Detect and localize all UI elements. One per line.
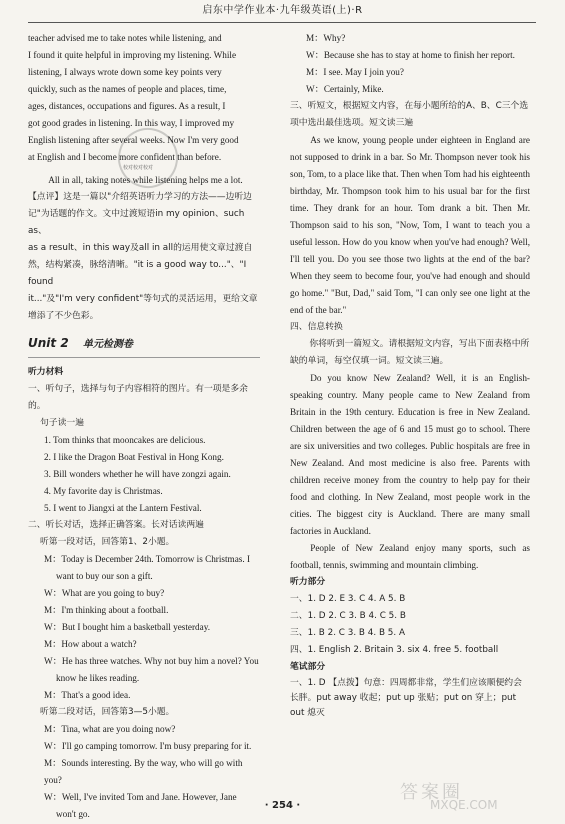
answer-line: 二、1. D 2. C 3. B 4. C 5. B bbox=[290, 611, 406, 621]
passage-4: Do you know New Zealand? Well, it is an English-speaking country. Many people came to New Zealand from Britain in the 19th century. Education is free in New Zealand. Children between the age of 6 and 15 must go to school. There are six universities and two colleges. Public hospitals are free in New Zealand. And most medicine is also free. Parents with children receive money from the country to help pay for their food and clothing. In New Zealand, most people work in the cities. The biggest city is Auckland. There are many small factories in Auckland. bbox=[290, 373, 530, 536]
passage-4b: People of New Zealand enjoy many sports, such as football, tennis, swimming and mountain climbing. bbox=[290, 543, 530, 570]
stamp-text: 校对校对校对 bbox=[123, 166, 154, 171]
section-note: 你将听到一篇短文。请根据短文内容，写出下面表格中所缺的单词，每空仅填一词。短文读三遍。 bbox=[290, 339, 530, 366]
header-rule bbox=[28, 22, 536, 23]
essay-paragraph bbox=[28, 30, 260, 166]
answer-line: 四、1. English 2. Britain 3. six 4. free 5. football bbox=[290, 645, 499, 655]
dialog-line: W：Well, I've invited Tom and Jane. However, Jane bbox=[44, 792, 237, 802]
section-note: 听第一段对话，回答第1、2小题。 bbox=[40, 537, 175, 547]
dialog-line: W：I'll go camping tomorrow. I'm busy preparing for it. bbox=[44, 741, 252, 751]
text-line: English listening after several weeks. Now I'm very good bbox=[28, 135, 239, 145]
comment-block bbox=[28, 189, 260, 325]
section-title: 一、听句子，选择与句子内容相符的图片。有一项是多余的。 bbox=[28, 384, 248, 411]
dialog-line: M：Tina, what are you doing now? bbox=[44, 724, 176, 734]
text-line: got good grades in listening. In this way, I improved my bbox=[28, 118, 235, 128]
list-item: 1. Tom thinks that mooncakes are delicious. bbox=[44, 435, 206, 445]
unit-rule bbox=[28, 357, 260, 358]
watermark-logo: 答案圈 bbox=[400, 782, 463, 803]
unit-subtitle: 单元检测卷 bbox=[82, 339, 133, 350]
text-line: listening, I always wrote down some key points very bbox=[28, 67, 222, 77]
right-column bbox=[290, 30, 530, 721]
list-item: 2. I like the Dragon Boat Festival in Hong Kong. bbox=[44, 452, 224, 462]
written-answer: 一、1. D 【点拨】句意：四周都非常，学生们应该顺便约会长胖。put away 收起；put up 张贴；put on 穿上；put out 熄灭 bbox=[290, 678, 522, 718]
list-item: 5. I went to Jiangxi at the Lantern Festival. bbox=[44, 503, 202, 513]
left-column bbox=[28, 30, 260, 823]
comment-line: 记"为话题的作文。文中过渡短语in my opinion、such as、 bbox=[28, 209, 245, 236]
answer-line: 一、1. D 2. E 3. C 4. A 5. B bbox=[290, 594, 406, 604]
text-line: teacher advised me to take notes while listening, and bbox=[28, 33, 222, 43]
listening-part-label: 听力部分 bbox=[290, 577, 326, 587]
dialog-line: W：He has three watches. Why not buy him a novel? You bbox=[44, 656, 259, 666]
dialog-line: M：Why? bbox=[306, 33, 346, 43]
list-item: 4. My favorite day is Christmas. bbox=[44, 486, 163, 496]
essay-conclusion: All in all, taking notes while listening helps me a lot. bbox=[48, 175, 243, 185]
section-note: 句子读一遍 bbox=[40, 418, 84, 428]
section-note: 听第二段对话，回答第3—5小题。 bbox=[40, 707, 175, 717]
dialog-line: M：How about a watch? bbox=[44, 639, 137, 649]
dialog-line: won't go. bbox=[56, 809, 90, 819]
written-part-label: 笔试部分 bbox=[290, 662, 326, 672]
section-title: 三、听短文，根据短文内容，在每小题所给的A、B、C三个选项中选出最佳选项。短文读三遍 bbox=[290, 101, 529, 128]
dialog-line: W：What are you going to buy? bbox=[44, 588, 165, 598]
watermark-url: MXQE.COM bbox=[430, 798, 498, 812]
dialog-line: want to buy our son a gift. bbox=[56, 571, 153, 581]
section-title: 四、信息转换 bbox=[290, 322, 343, 332]
section-label: 听力材料 bbox=[28, 367, 64, 377]
dialog-line: W：Certainly, Mike. bbox=[306, 84, 384, 94]
comment-line: 【点评】这是一篇以"介绍英语听力学习的方法——边听边 bbox=[28, 192, 252, 202]
dialog-line: know he likes reading. bbox=[56, 673, 140, 683]
list-item: 3. Bill wonders whether he will have zongzi again. bbox=[44, 469, 231, 479]
section-title: 二、听长对话，选择正确答案。长对话读两遍 bbox=[28, 520, 204, 530]
unit-heading bbox=[28, 335, 260, 353]
comment-line: 然，结构紧凑，脉络清晰。"it is a good way to..."、"I found bbox=[28, 260, 247, 287]
page-header: 启东中学作业本·九年级英语(上)·R bbox=[202, 5, 363, 16]
answer-line: 三、1. B 2. C 3. B 4. B 5. A bbox=[290, 628, 405, 638]
dialog-line: W：But I bought him a basketball yesterday. bbox=[44, 622, 211, 632]
unit-title: Unit 2 bbox=[28, 336, 69, 350]
dialog-line: M：I see. May I join you? bbox=[306, 67, 404, 77]
passage-3: As we know, young people under eighteen in England are not supposed to drink in a bar. So Mr. Thompson never took his son, Tom, to a place like that. Then when Tom had his eighteenth birthday, Mr. Thompson took him to his usual bar for the first time. They drank for an hour. Tom drank a bit. Then Mr. Thompson said to his son, "Now, Tom, I want to teach you a useful lesson. How do you know when you've had enough? Well, I'll tell you. Do you see those two lights at the end of the bar? When they seem to become four, you've had enough and should go home." "But, Dad," said Tom, "I can only see one light at the end of the bar." bbox=[290, 135, 530, 315]
comment-line: as a result、in this way及all in all的运用使文章过渡自 bbox=[28, 243, 253, 253]
dialog-line: M：Today is December 24th. Tomorrow is Christmas. I bbox=[44, 554, 250, 564]
text-line: ages, distances, occupations and figures. As a result, I bbox=[28, 101, 226, 111]
text-line: I found it quite helpful in improving my listening. While bbox=[28, 50, 237, 60]
dialog-line: M：That's a good idea. bbox=[44, 690, 131, 700]
comment-line: it..."及"I'm very confident"等句式的灵活运用，更给文章增添了不少色彩。 bbox=[28, 294, 258, 321]
dialog-line: W：Because she has to stay at home to finish her report. bbox=[306, 50, 515, 60]
dialog-line: M：Sounds interesting. By the way, who will go with you? bbox=[44, 758, 243, 785]
dialog-line: M：I'm thinking about a football. bbox=[44, 605, 169, 615]
page-number: · 254 · bbox=[264, 800, 301, 811]
text-line: at English and I become more confident than before. bbox=[28, 152, 222, 162]
text-line: quickly, such as the names of people and places, time, bbox=[28, 84, 227, 94]
